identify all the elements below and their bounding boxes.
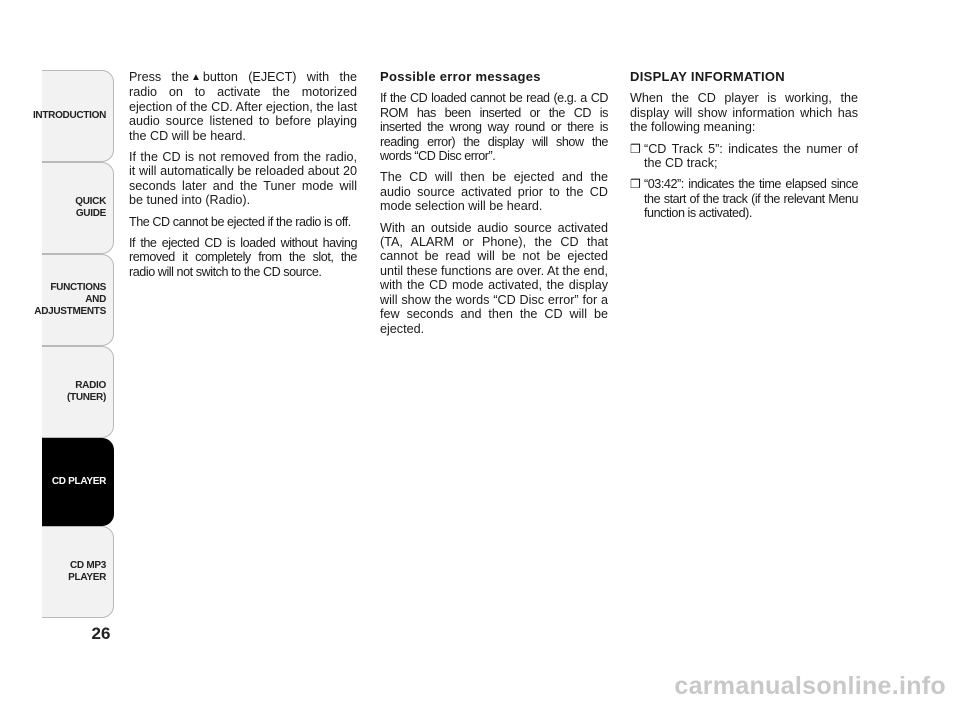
paragraph-reload: If the CD is not removed from the radio, it will automatically be reloaded about 20 seconds later and the Tuner mode will be tuned into (Radio). bbox=[129, 150, 357, 208]
heading-error-messages: Possible error messages bbox=[380, 69, 541, 84]
tab-introduction[interactable]: INTRODUCTION bbox=[42, 70, 114, 162]
tab-quick-guide[interactable]: QUICK GUIDE bbox=[42, 162, 114, 254]
eject-text-before: Press the bbox=[129, 70, 189, 84]
heading-display-info: DISPLAY INFORMATION bbox=[630, 69, 785, 84]
paragraph-outside-source: With an outside audio source activated (TA, ALARM or Phone), the CD that cannot be read will be not be ejected until these functions are over. At the end, with the CD mode activated, the display will show the words “CD Disc error” for a few seconds and then the CD will be ejected. bbox=[380, 220, 608, 336]
eject-text-after: button (EJECT) with the radio on to activate the motorized ejection of the CD. After ejection, the last audio source listened to before playing the CD will be heard. bbox=[129, 70, 357, 143]
watermark-logo: carmanualsonline.info bbox=[674, 672, 946, 700]
tab-radio-tuner[interactable]: RADIO (TUNER) bbox=[42, 346, 114, 438]
list-item bbox=[630, 142, 858, 171]
paragraph-partial-eject: If the ejected CD is loaded without having removed it completely from the slot, the radio will not switch to the CD source. bbox=[129, 236, 357, 279]
tab-cd-mp3-player[interactable]: CD MP3 PLAYER bbox=[42, 526, 114, 618]
paragraph-eject bbox=[129, 70, 357, 143]
column-eject bbox=[129, 70, 357, 286]
bullet-text: “CD Track 5”: indicates the numer of the CD track; bbox=[644, 141, 858, 171]
checkbox-bullet-icon: ❒ bbox=[630, 177, 641, 192]
page-number: 26 bbox=[91, 624, 111, 643]
paragraph-ejected: The CD will then be ejected and the audio source activated prior to the CD mode selection will be heard. bbox=[380, 170, 608, 214]
eject-icon: ▲ bbox=[191, 72, 201, 83]
column-error-messages bbox=[380, 70, 608, 343]
paragraph-display-intro: When the CD player is working, the display will show information which has the following meaning: bbox=[630, 91, 858, 135]
tab-functions-adjustments[interactable]: FUNCTIONS AND ADJUSTMENTS bbox=[42, 254, 114, 346]
list-item bbox=[630, 177, 858, 220]
bullet-text: “03:42”: indicates the time elapsed since the start of the track (if the relevant Menu function is activated). bbox=[644, 177, 858, 221]
paragraph-radio-off: The CD cannot be ejected if the radio is off. bbox=[129, 214, 351, 229]
tab-cd-player[interactable]: CD PLAYER bbox=[42, 438, 114, 526]
paragraph-unreadable: If the CD loaded cannot be read (e.g. a CD ROM has been inserted or the CD is inserted the wrong way round or there is reading error) the display will show the words “CD Disc error”. bbox=[380, 91, 608, 164]
checkbox-bullet-icon: ❒ bbox=[630, 141, 641, 156]
column-display-info bbox=[630, 70, 858, 228]
